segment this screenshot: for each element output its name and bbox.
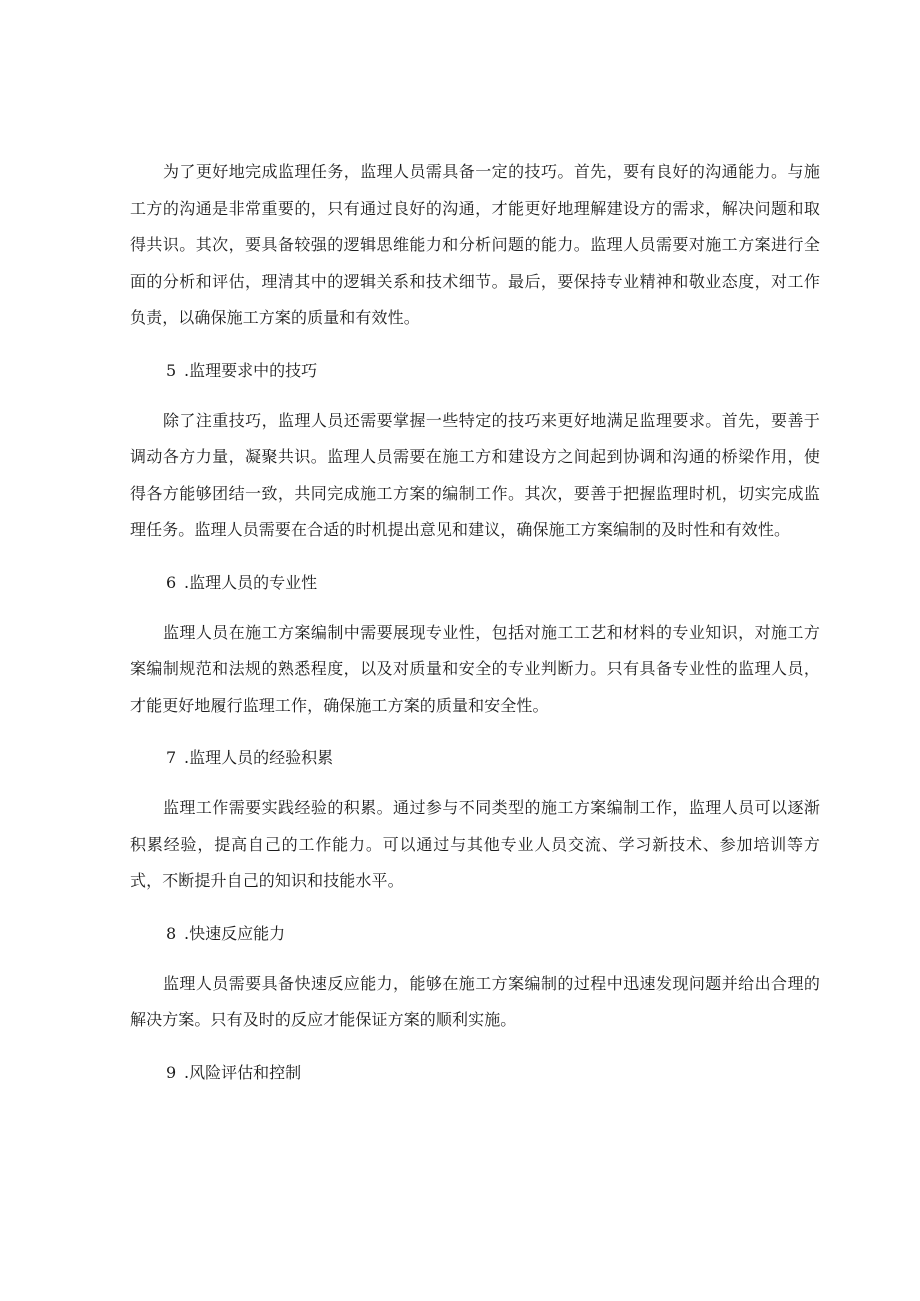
section-title: .监理人员的专业性 xyxy=(184,572,318,592)
section-title: .监理人员的经验积累 xyxy=(184,748,334,767)
paragraph-skills: 为了更好地完成监理任务，监理人员需具备一定的技巧。首先，要有良好的沟通能力。与施工方的沟通是非常重要的，只有通过良好的沟通，才能更好地理解建设方的需求，解决问题和取得共识。其次，要具备较强的逻辑思维能力和分析问题的能力。监理人员需要对施工方案进行全面的分析和评估，理清其中的逻辑关系和技术细节。最后，要保持专业精神和敬业态度，对工作负责，以确保施工方案的质量和有效性。 xyxy=(130,162,820,327)
section-heading-9 xyxy=(130,1055,820,1091)
section-heading-8 xyxy=(130,916,820,952)
section-title: .监理要求中的技巧 xyxy=(184,360,318,380)
section-title: .风险评估和控制 xyxy=(184,1062,302,1082)
section-heading-6 xyxy=(130,565,820,601)
document-page xyxy=(130,154,820,1091)
section-number: 5 xyxy=(166,360,177,380)
paragraph-quick-response: 监理人员需要具备快速反应能力，能够在施工方案编制的过程中迅速发现问题并给出合理的解决方案。只有及时的反应才能保证方案的顺利实施。 xyxy=(130,973,820,1029)
section-heading-7 xyxy=(130,740,820,776)
paragraph-supervision-skills: 除了注重技巧，监理人员还需要掌握一些特定的技巧来更好地满足监理要求。首先，要善于调动各方力量，凝聚共识。监理人员需要在施工方和建设方之间起到协调和沟通的桥梁作用，使得各方能够团结一致，共同完成施工方案的编制工作。其次，要善于把握监理时机，切实完成监理任务。监理人员需要在合适的时机提出意见和建议，确保施工方案编制的及时性和有效性。 xyxy=(130,410,820,539)
section-title: .快速反应能力 xyxy=(184,923,286,943)
section-number: 8 xyxy=(166,923,177,943)
paragraph-professionalism: 监理人员在施工方案编制中需要展现专业性，包括对施工工艺和材料的专业知识，对施工方案编制规范和法规的熟悉程度，以及对质量和安全的专业判断力。只有具备专业性的监理人员，才能更好地履行监理工作，确保施工方案的质量和安全性。 xyxy=(130,622,820,715)
paragraph-experience: 监理工作需要实践经验的积累。通过参与不同类型的施工方案编制工作，监理人员可以逐渐积累经验，提高自己的工作能力。可以通过与其他专业人员交流、学习新技术、参加培训等方式，不断提升自己的知识和技能水平。 xyxy=(130,798,820,890)
section-number: 9 xyxy=(166,1062,177,1082)
section-number: 7 xyxy=(166,748,177,767)
section-number: 6 xyxy=(166,572,177,592)
section-heading-5 xyxy=(130,353,820,389)
